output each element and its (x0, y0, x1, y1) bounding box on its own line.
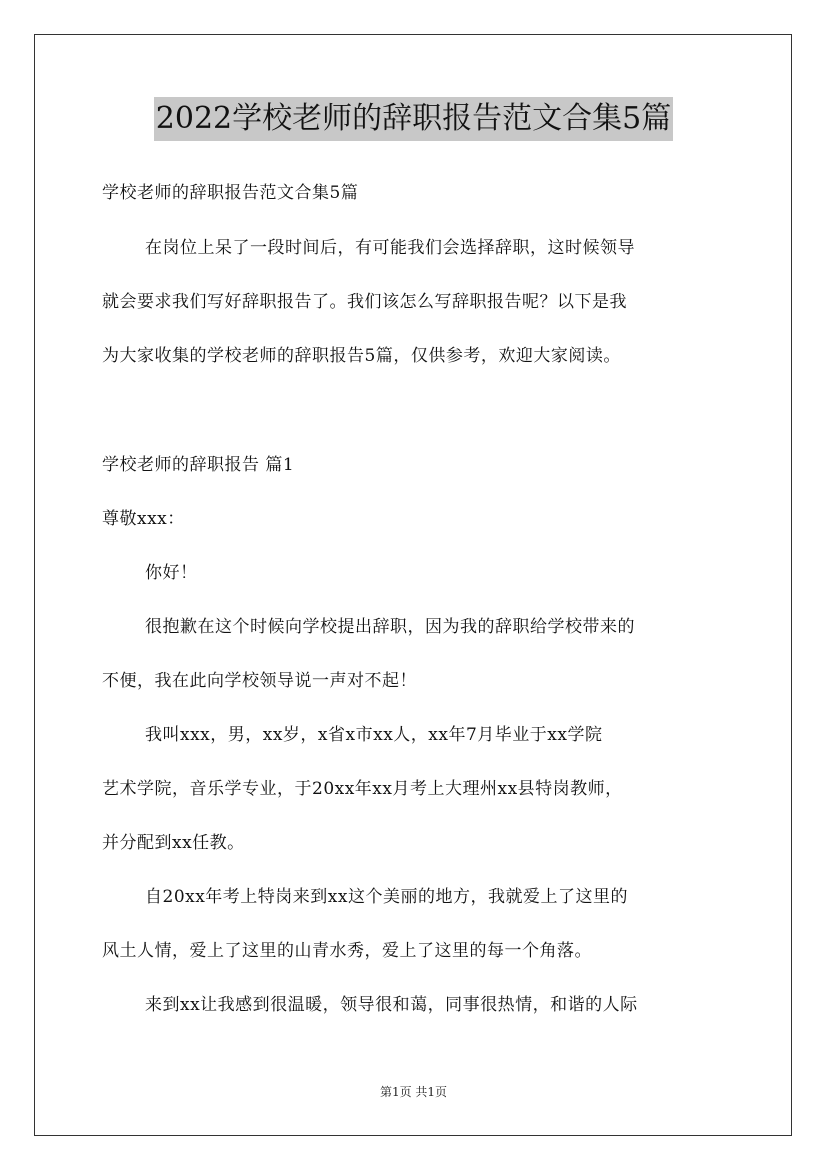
body-line-5: 并分配到xx任教。 (102, 833, 245, 853)
document-title: 2022学校老师的辞职报告范文合集5篇 (154, 97, 673, 141)
section-heading: 学校老师的辞职报告 篇1 (102, 455, 295, 475)
intro-line-1: 在岗位上呆了一段时间后，有可能我们会选择辞职，这时候领导 (145, 238, 635, 258)
body-line-2: 不便，我在此向学校领导说一声对不起！ (102, 671, 417, 691)
body-line-3: 我叫xxx，男，xx岁，x省x市xx人，xx年7月毕业于xx学院 (145, 725, 603, 745)
greeting: 你好！ (145, 563, 198, 583)
title-container (0, 97, 827, 141)
body-line-7: 风土人情，爱上了这里的山青水秀，爱上了这里的每一个角落。 (102, 941, 592, 961)
document-subtitle: 学校老师的辞职报告范文合集5篇 (102, 183, 359, 203)
page-footer: 第1页 共1页 (379, 1085, 448, 1099)
salutation: 尊敬xxx： (102, 509, 185, 529)
body-line-4: 艺术学院，音乐学专业，于20xx年xx月考上大理州xx县特岗教师， (102, 779, 623, 799)
body-line-8: 来到xx让我感到很温暖，领导很和蔼，同事很热情，和谐的人际 (145, 995, 638, 1015)
intro-line-2: 就会要求我们写好辞职报告了。我们该怎么写辞职报告呢？以下是我 (102, 292, 627, 312)
body-line-6: 自20xx年考上特岗来到xx这个美丽的地方，我就爱上了这里的 (145, 887, 628, 907)
intro-line-3: 为大家收集的学校老师的辞职报告5篇，仅供参考，欢迎大家阅读。 (102, 346, 621, 366)
body-line-1: 很抱歉在这个时候向学校提出辞职，因为我的辞职给学校带来的 (145, 617, 635, 637)
